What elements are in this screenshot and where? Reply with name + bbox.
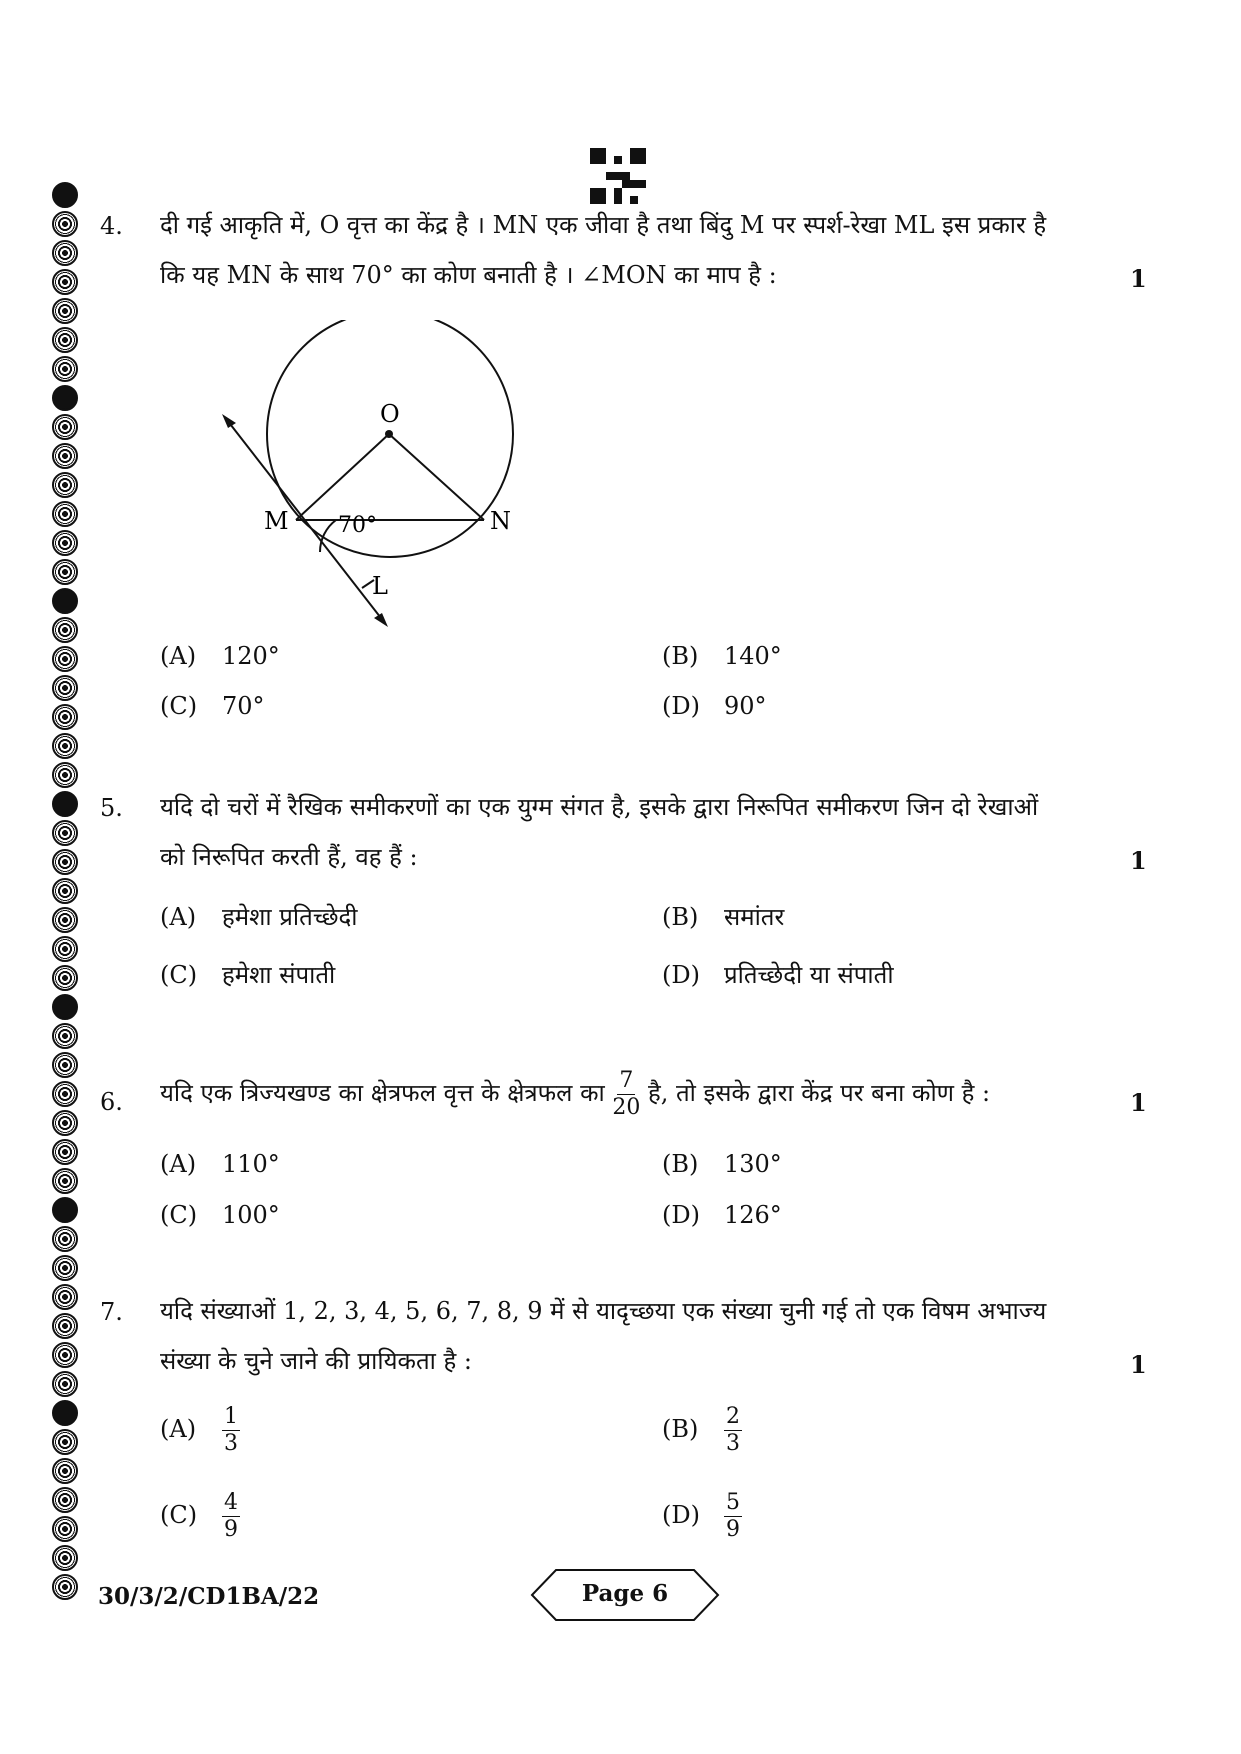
margin-ring-icon [52,1371,78,1397]
option-c[interactable] [160,958,335,991]
margin-ring-icon [52,559,78,585]
margin-ring-icon [52,646,78,672]
option-a[interactable] [160,1150,280,1178]
option-d[interactable] [662,958,894,991]
option-label: (C) [160,1201,198,1229]
margin-ring-icon [52,704,78,730]
page-number-badge [530,1568,720,1622]
margin-ring-icon [52,1139,78,1165]
fraction [222,1490,240,1543]
option-label: (C) [160,692,198,720]
margin-ring-strip [52,182,88,1603]
option-c[interactable] [160,692,265,720]
margin-ring-icon [52,327,78,353]
question-text-line: दी गई आकृति में, O वृत्त का केंद्र है । MN एक जीवा है तथा बिंदु M पर स्पर्श-रेखा ML इस प्रकार है [160,211,1047,239]
margin-ring-icon [52,1168,78,1194]
fraction-numerator: 5 [726,1490,740,1515]
margin-ring-icon [52,182,78,208]
qr-code-icon [590,148,646,204]
question-number: 7. [100,1298,123,1326]
question-text-line: कि यह MN के साथ 70° का कोण बनाती है । ∠MON का माप है : [160,261,777,289]
margin-ring-icon [52,936,78,962]
margin-ring-icon [52,1197,78,1223]
margin-ring-icon [52,1226,78,1252]
question-text [160,1286,1090,1386]
margin-ring-icon [52,1545,78,1571]
fraction-numerator: 7 [619,1068,634,1093]
margin-ring-icon [52,443,78,469]
margin-ring-icon [52,530,78,556]
margin-ring-icon [52,1052,78,1078]
option-value: 100° [222,1201,280,1229]
margin-ring-icon [52,1516,78,1542]
option-a[interactable] [160,1404,240,1457]
option-c[interactable] [160,1201,280,1229]
fraction [724,1490,742,1543]
margin-ring-icon [52,994,78,1020]
label-l: L [372,572,388,600]
margin-ring-icon [52,269,78,295]
question-text [160,782,1090,882]
option-value: 130° [724,1150,782,1178]
option-a[interactable] [160,900,357,933]
circle [267,320,513,557]
margin-ring-icon [52,733,78,759]
margin-ring-icon [52,240,78,266]
option-b[interactable] [662,900,784,933]
question-text-line: यदि संख्याओं 1, 2, 3, 4, 5, 6, 7, 8, 9 में से यादृच्छया एक संख्या चुनी गई तो एक विषम अभाज्य [160,1297,1047,1325]
circle-tangent-figure [200,320,540,640]
fraction-denominator: 9 [726,1517,740,1542]
option-label: (A) [160,1150,197,1178]
margin-ring-icon [52,1284,78,1310]
option-a[interactable] [160,642,280,670]
option-label: (B) [662,1150,699,1178]
margin-ring-icon [52,1429,78,1455]
margin-ring-icon [52,762,78,788]
margin-ring-icon [52,791,78,817]
margin-ring-icon [52,298,78,324]
margin-ring-icon [52,1487,78,1513]
fraction-numerator: 1 [224,1404,238,1429]
fraction-numerator: 2 [726,1404,740,1429]
question-text [160,1068,1090,1121]
fraction-denominator: 3 [726,1431,740,1456]
margin-ring-icon [52,385,78,411]
option-label: (B) [662,642,699,670]
question-text-part: यदि एक त्रिज्यखण्ड का क्षेत्रफल वृत्त के क्षेत्रफल का [160,1079,605,1107]
fraction-denominator: 20 [612,1095,641,1120]
option-c[interactable] [160,1490,240,1543]
margin-ring-icon [52,588,78,614]
option-value: 70° [222,692,265,720]
option-label: (C) [160,1501,198,1529]
margin-ring-icon [52,1574,78,1600]
option-label: (C) [160,961,198,989]
option-label: (B) [662,1415,699,1443]
margin-ring-icon [52,211,78,237]
marks: 1 [1130,264,1147,293]
option-value: 140° [724,642,782,670]
question-number: 5. [100,794,123,822]
option-value: 126° [724,1201,782,1229]
question-number: 4. [100,212,123,240]
option-label: (D) [662,1201,700,1229]
fraction [724,1404,742,1457]
radius-on [389,434,484,520]
radius-om [296,434,389,520]
option-b[interactable] [662,642,782,670]
marks: 1 [1130,1088,1147,1117]
tangent-arrowhead-top [222,414,236,428]
margin-ring-icon [52,1081,78,1107]
page-number: Page 6 [581,1580,669,1607]
fraction-numerator: 4 [224,1490,238,1515]
option-b[interactable] [662,1150,782,1178]
option-b[interactable] [662,1404,742,1457]
margin-ring-icon [52,1255,78,1281]
margin-ring-icon [52,1400,78,1426]
option-value: हमेशा संपाती [222,961,336,989]
margin-ring-icon [52,356,78,382]
margin-ring-icon [52,907,78,933]
label-m: M [264,507,289,535]
option-label: (A) [160,1415,197,1443]
option-value: 120° [222,642,280,670]
option-d[interactable] [662,1490,742,1543]
margin-ring-icon [52,1458,78,1484]
label-n: N [490,507,511,535]
marks: 1 [1130,1350,1147,1379]
margin-ring-icon [52,472,78,498]
tangent-arrowhead-bottom [374,613,388,627]
option-value: समांतर [724,903,785,931]
question-text-line: संख्या के चुने जाने की प्रायिकता है : [160,1347,472,1375]
margin-ring-icon [52,1023,78,1049]
option-label: (D) [662,692,700,720]
question-text-line: यदि दो चरों में रैखिक समीकरणों का एक युग्म संगत है, इसके द्वारा निरूपित समीकरण जिन दो रेखाओं [160,793,1039,821]
option-label: (A) [160,903,197,931]
option-value: हमेशा प्रतिच्छेदी [222,903,358,931]
option-label: (D) [662,961,700,989]
margin-ring-icon [52,414,78,440]
paper-code: 30/3/2/CD1BA/22 [98,1583,320,1610]
margin-ring-icon [52,675,78,701]
margin-ring-icon [52,501,78,527]
fraction [612,1068,640,1121]
option-value: 90° [724,692,767,720]
label-o: O [380,400,400,428]
option-d[interactable] [662,1201,782,1229]
margin-ring-icon [52,849,78,875]
fraction-denominator: 3 [224,1431,238,1456]
margin-ring-icon [52,878,78,904]
margin-ring-icon [52,617,78,643]
option-label: (A) [160,642,197,670]
centre-point [385,430,393,438]
fraction-denominator: 9 [224,1517,238,1542]
option-label: (D) [662,1501,700,1529]
label-angle: 70° [338,513,377,538]
question-text-part: है, तो इसके द्वारा केंद्र पर बना कोण है : [648,1079,991,1107]
angle-arc [320,520,336,552]
margin-ring-icon [52,1342,78,1368]
margin-ring-icon [52,965,78,991]
question-text-line: को निरूपित करती हैं, वह हैं : [160,843,418,871]
margin-ring-icon [52,820,78,846]
option-value: 110° [222,1150,280,1178]
marks: 1 [1130,846,1147,875]
question-number: 6. [100,1088,123,1116]
question-text [160,200,1090,300]
option-label: (B) [662,903,699,931]
option-d[interactable] [662,692,767,720]
fraction [222,1404,240,1457]
option-value: प्रतिच्छेदी या संपाती [724,961,894,989]
margin-ring-icon [52,1313,78,1339]
margin-ring-icon [52,1110,78,1136]
